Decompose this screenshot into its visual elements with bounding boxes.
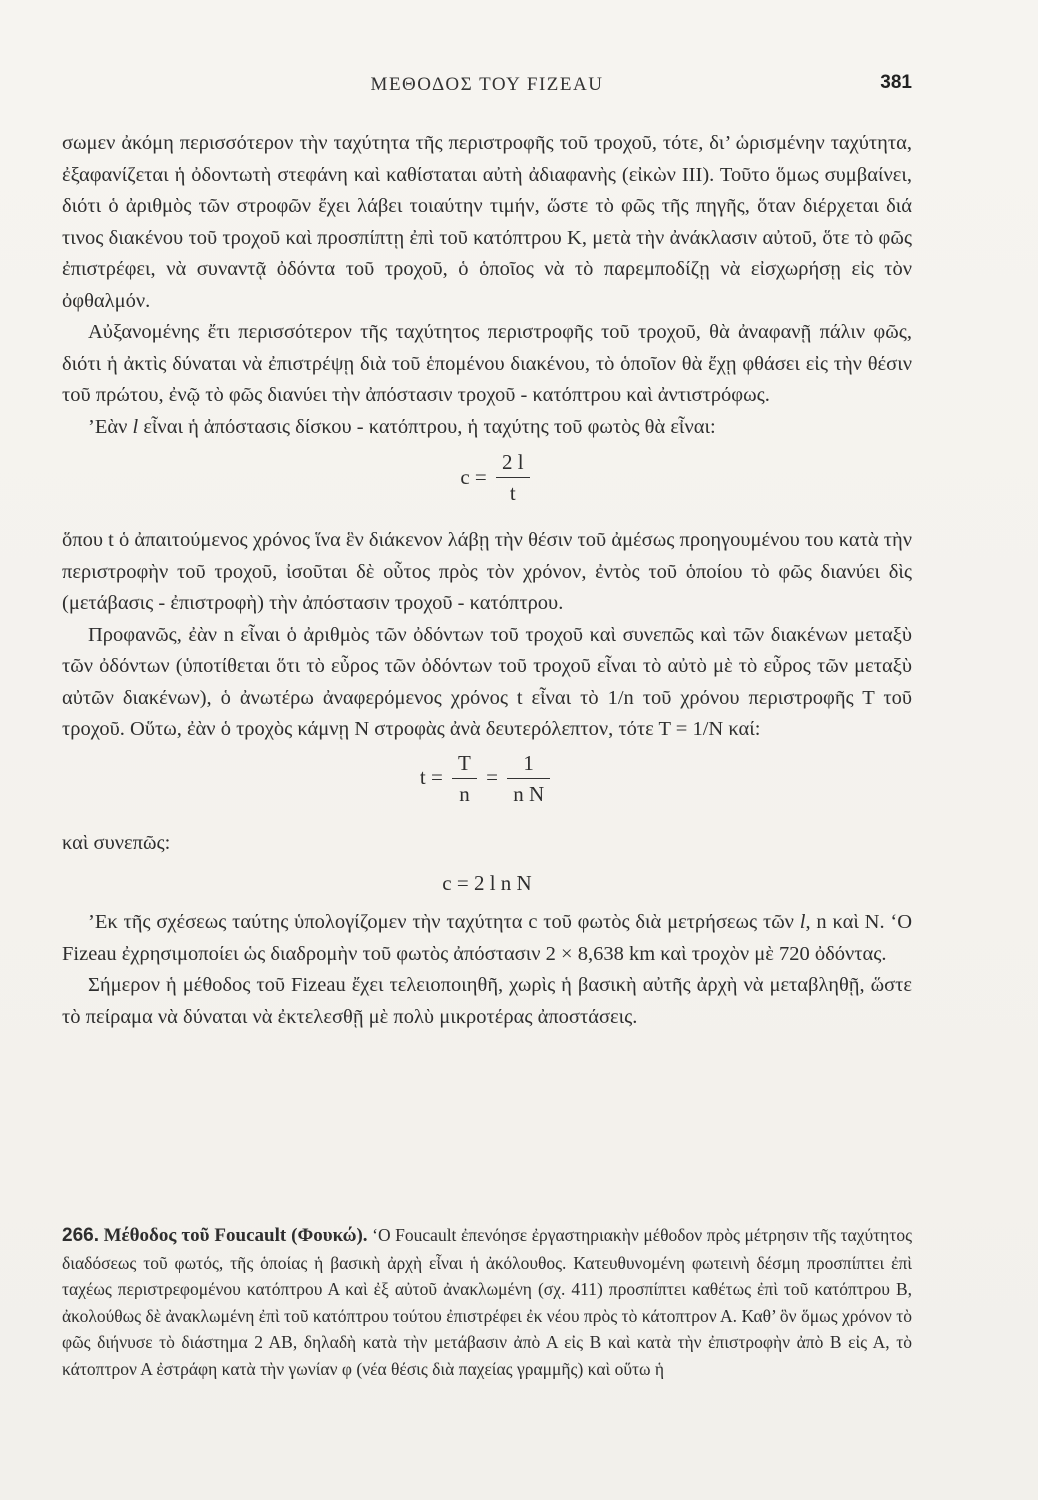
paragraph-4: ὅπου t ὁ ἀπαιτούμενος χρόνος ἵνα ἓν διάκενον λάβῃ τὴν θέσιν τοῦ ἀμέσως προηγουμένου του κατὰ τὴν περιστροφὴν τοῦ τροχοῦ, ἰσοῦται δὲ οὗτος πρὸς τὸν χρόνον, ἐντὸς τοῦ ὁποίου τὸ φῶς διανύει δὶς (μετάβασις - ἐπιστροφὴ) τὴν ἀπόστασιν τροχοῦ - κατόπτρου. <box>62 529 912 614</box>
formula-t-equals-T-over-n <box>62 750 912 822</box>
formula-2-denominator-1: n <box>459 781 470 806</box>
paragraph-8: Σήμερον ἡ μέθοδος τοῦ Fizeau ἔχει τελειοποιηθῆ, χωρὶς ἡ βασικὴ αὐτῆς ἀρχὴ νὰ μεταβληθῇ, ὥστε τὸ πείραμα νὰ δύναται νὰ ἐκτελεσθῇ μὲ πολὺ μικροτέρας ἀποστάσεις. <box>62 974 912 1028</box>
running-title: ΜΕΘΟΔΟΣ ΤΟΥ FIZEAU <box>370 74 604 95</box>
formula-1-fraction <box>496 449 530 506</box>
formula-1-lhs: c = <box>460 464 487 489</box>
section-text: ‘Ο Foucault ἐπενόησε ἐργαστηριακὴν μέθοδον πρὸς μέτρησιν τῆς ταχύτητος διαδόσεως τοῦ φωτός, τῆς ὁποίας ἡ βασικὴ ἀρχὴ εἶναι ἡ ἀκόλουθος. Κατευθυνομένη φωτεινὴ δέσμη προσπίπτει ἐπὶ ταχέως περιστρεφομένου κατόπτρου Α καὶ ἐξ αὐτοῦ ἀνακλωμένη (σχ. 411) προσπίπτει καθέτως ἐπὶ τοῦ κατόπτρου Β, ἀκολούθως δὲ ἀνακλωμένη ἐπὶ τοῦ κατόπτρου τούτου ἐπιστρέφει ἐκ νέου πρὸς τὸ κάτοπτρον Α. Καθ’ ὃν ὅμως χρόνον τὸ φῶς διήνυσε τὸ διάστημα 2 ΑΒ, δηλαδὴ κατὰ τὴν μετάβασιν ἀπὸ Α εἰς Β καὶ κατὰ τὴν ἐπιστροφὴν ἀπὸ Β εἰς Α, τὸ κάτοπτρον Α ἐστράφη κατὰ τὴν γωνίαν φ (νέα θέσις διὰ παχείας γραμμῆς) καὶ οὕτω ἡ <box>62 1225 913 1379</box>
formula-2-fraction-1 <box>452 750 477 807</box>
variable-l: l <box>132 415 139 438</box>
section-title: Μέθοδος τοῦ Foucault (Φουκώ). <box>103 1225 368 1246</box>
page-number: 381 <box>880 72 912 93</box>
paragraph-2: Αὐξανομένης ἔτι περισσότερον τῆς ταχύτητος περιστροφῆς τοῦ τροχοῦ, θὰ ἀναφανῇ πάλιν φῶς, διότι ἡ ἀκτὶς δύναται νὰ ἐπιστρέψῃ διὰ τοῦ ἑπομένου διακένου, τὸ ὁποῖον θὰ ἔχῃ φθάσει εἰς τὴν θέσιν τοῦ πρώτου, ἐνῷ τὸ φῶς διανύει τὴν ἀπόστασιν τροχοῦ - κατόπτρου καὶ ἀντιστρόφως. <box>62 321 912 406</box>
formula-c-equals-2l-over-t <box>82 449 912 519</box>
paragraph-7-pre: ’Εκ τῆς σχέσεως ταύτης ὑπολογίζομεν τὴν ταχύτητα c τοῦ φωτὸς διὰ μετρήσεως τῶν <box>88 911 800 933</box>
running-head <box>62 74 912 100</box>
paragraph-3-post: εἶναι ἡ ἀπόστασις δίσκου - κατόπτρου, ἡ ταχύτης τοῦ φωτὸς θὰ εἶναι: <box>138 415 716 438</box>
formula-2-numerator-1: T <box>452 750 477 779</box>
formula-2-numerator-2: 1 <box>507 750 550 779</box>
paragraph-6: καὶ συνεπῶς: <box>62 831 171 854</box>
paragraph-3 <box>62 412 912 444</box>
body-text <box>62 128 912 1033</box>
section-266 <box>62 1222 912 1382</box>
paragraph-1: σωμεν ἀκόμη περισσότερον τὴν ταχύτητα τῆς περιστροφῆς τοῦ τροχοῦ, τότε, δι’ ὡρισμένην ταχύτητα, ἐξαφανίζεται ἡ ὀδοντωτὴ στεφάνη καὶ καθίσταται αὐτὴ ἀδιαφανὴς (εἰκὼν ΙΙΙ). Τοῦτο ὅμως συμβαίνει, διότι ὁ ἀριθμὸς τῶν στροφῶν ἔχει λάβει τοιαύτην τιμήν, ὥστε τὸ φῶς τῆς πηγῆς, ὅταν διέρχεται διά τινος διακένου τοῦ τροχοῦ καὶ προσπίπτῃ ἐπὶ τοῦ κατόπτρου Κ, μετὰ τὴν ἀνάκλασιν αὐτοῦ, ὅτε τὸ φῶς ἐπιστρέφει, νὰ συναντᾷ ὀδόντα τοῦ τροχοῦ, ὁ ὁποῖος νὰ τὸ παρεμποδίζῃ νὰ εἰσχωρήσῃ εἰς τὸν ὀφθαλμόν. <box>62 132 912 312</box>
variable-l-2: l <box>799 911 806 933</box>
formula-1-numerator: 2 l <box>496 449 530 478</box>
paragraph-7 <box>62 907 912 970</box>
formula-2-equals: = <box>486 765 498 790</box>
formula-2-denominator-2: n N <box>513 781 545 806</box>
paragraph-3-pre: ’Εὰν <box>88 415 133 438</box>
section-number: 266. <box>62 1225 99 1246</box>
paragraph-7-post: , n καὶ Ν. ‘Ο Fizeau ἐχρησιμοποίει ὡς διαδρομὴν τοῦ φωτὸς ἀπόστασιν 2 × 8,638 km καὶ τροχὸν μὲ 720 ὀδόντας. <box>62 911 913 965</box>
formula-1-denominator: t <box>509 481 516 505</box>
formula-2-fraction-2 <box>507 750 550 807</box>
paragraph-5: Προφανῶς, ἐὰν n εἶναι ὁ ἀριθμὸς τῶν ὀδόντων τοῦ τροχοῦ καὶ συνεπῶς καὶ τῶν διακένων μεταξὺ τῶν ὀδόντων (ὑποτίθεται ὅτι τὸ εὖρος τῶν ὀδόντων τοῦ τροχοῦ εἶναι τὸ αὐτὸ μὲ τὸ εὖρος τῶν μεταξὺ αὐτῶν διακένων), ὁ ἀνωτέρω ἀναφερόμενος χρόνος t εἶναι τὸ 1/n τοῦ χρόνου περιστροφῆς Τ τοῦ τροχοῦ. Οὕτω, ἐὰν ὁ τροχὸς κάμνῃ Ν στροφὰς ἀνὰ δευτερόλεπτον, τότε Τ = 1/Ν καί: <box>62 623 912 740</box>
formula-c-equals-2lnN: c = 2 l n N <box>442 871 532 895</box>
formula-2-lhs: t = <box>419 765 443 790</box>
